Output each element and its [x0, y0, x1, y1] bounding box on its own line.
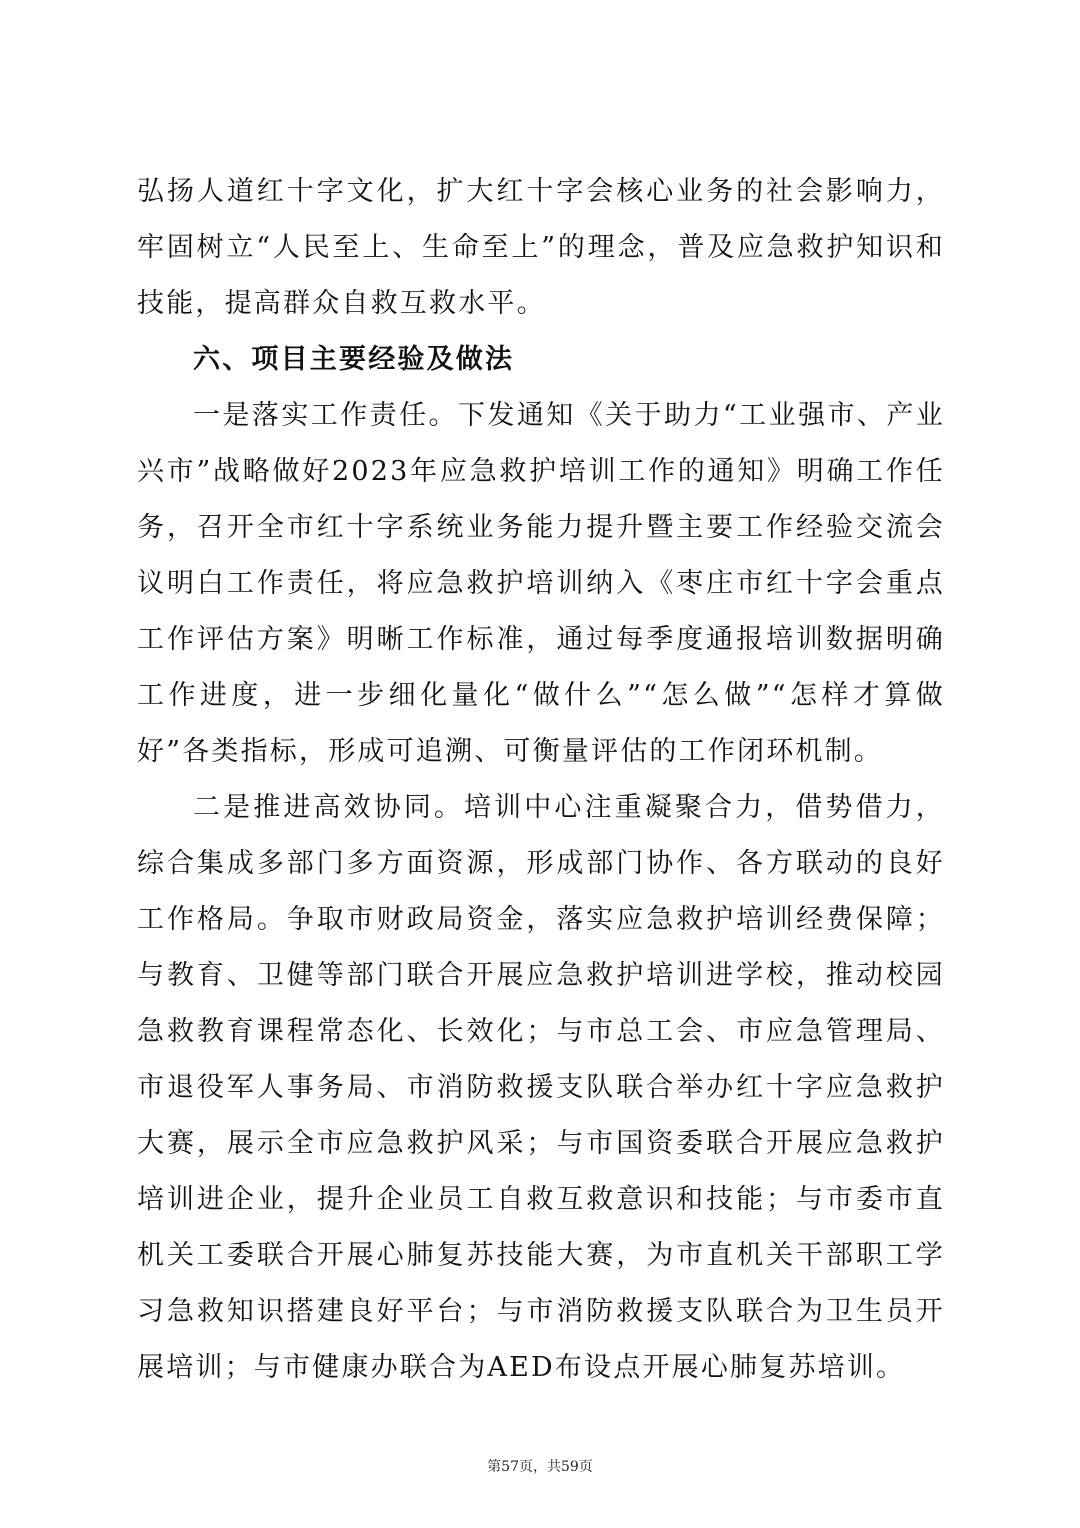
page-number-footer: 第57页，共59页 [487, 1459, 593, 1475]
paragraph-intro: 弘扬人道红十字文化，扩大红十字会核心业务的社会影响力，牢固树立“人民至上、生命至上”的理念，普及应急救护知识和技能，提高群众自救互救水平。 [137, 176, 945, 319]
paragraph-responsibility: 一是落实工作责任。下发通知《关于助力“工业强市、产业兴市”战略做好2023年应急救护培训工作的通知》明确工作任务，召开全市红十字系统业务能力提升暨主要工作经验交流会议明白工作责任，将应急救护培训纳入《枣庄市红十字会重点工作评估方案》明晰工作标准，通过每季度通报培训数据明确工作进度，进一步细化量化“做什么”“怎么做”“怎样才算做好”各类指标，形成可追溯、可衡量评估的工作闭环机制。 [137, 400, 945, 767]
paragraph-coordination: 二是推进高效协同。培训中心注重凝聚合力，借势借力，综合集成多部门多方面资源，形成部门协作、各方联动的良好工作格局。争取市财政局资金，落实应急救护培训经费保障；与教育、卫健等部门联合开展应急救护培训进学校，推动校园急救教育课程常态化、长效化；与市总工会、市应急管理局、市退役军人事务局、市消防救援支队联合举办红十字应急救护大赛，展示全市应急救护风采；与市国资委联合开展应急救护培训进企业，提升企业员工自救互救意识和技能；与市委市直机关工委联合开展心肺复苏技能大赛，为市直机关干部职工学习急救知识搭建良好平台；与市消防救援支队联合为卫生员开展培训；与市健康办联合为AED布设点开展心肺复苏培训。 [137, 792, 945, 1383]
document-body [137, 164, 945, 1396]
section-heading: 六、项目主要经验及做法 [193, 344, 515, 375]
